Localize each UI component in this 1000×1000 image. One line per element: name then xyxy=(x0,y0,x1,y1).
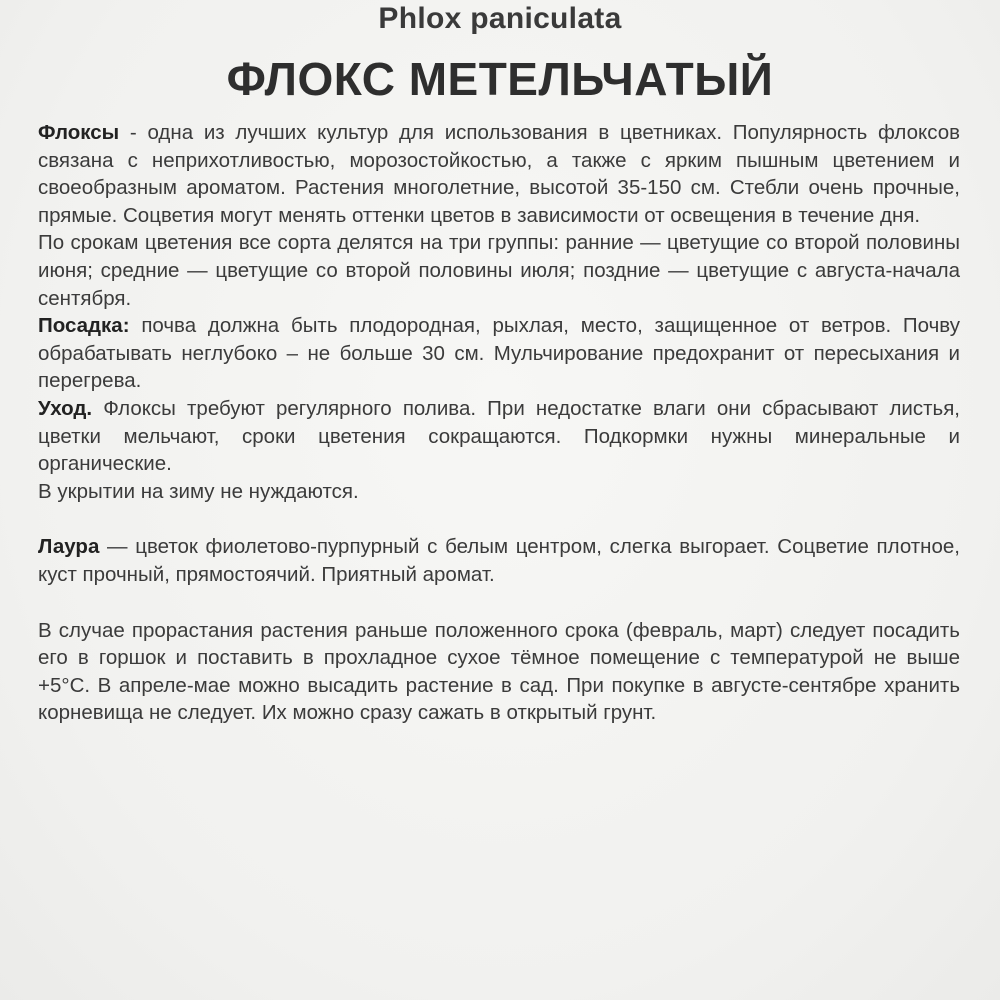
storage-text: В случае прорастания растения раньше положенного срока (февраль, март) следует посадить его в горшок и поставить в прохладное сухое тёмное помещение с температурой не выше +5°С. В апреле-мае можно высадить растение в сад. При покупке в августе-сентябре хранить корневища не следует. Их можно сразу сажать в открытый грунт. xyxy=(38,618,960,725)
planting-text: почва должна быть плодородная, рыхлая, место, защищенное от ветров. Почву обрабатывать неглубоко – не больше 30 см. Мульчирование предохранит от пересыхания и перегрева. xyxy=(38,314,960,393)
intro-text: - одна из лучших культур для использования в цветниках. Популярность флоксов связана с неприхотливостью, морозостойкостью, а также с ярким пышным цветением и своеобразным ароматом. Растения многолетние, высотой 35-150 см. Стебли очень прочные, прямые. Соцветия могут менять оттенки цветов в зависимости от освещения в течение дня. xyxy=(38,121,960,227)
care-term: Уход. xyxy=(38,396,93,420)
storage-paragraph xyxy=(38,617,960,727)
intro-term: Флоксы xyxy=(38,121,120,144)
planting-term: Посадка: xyxy=(38,314,130,338)
groups-paragraph xyxy=(38,229,960,312)
variety-term: Лаура xyxy=(38,535,100,559)
variety-text: — цветок фиолетово-пурпурный с белым центром, слегка выгорает. Соцветие плотное, куст прочный, прямостоячий. Приятный аромат. xyxy=(38,535,960,586)
page-title: ФЛОКС МЕТЕЛЬЧАТЫЙ xyxy=(226,53,774,105)
variety-paragraph xyxy=(38,533,960,588)
intro-paragraph xyxy=(38,119,960,229)
care-text: Флоксы требуют регулярного полива. При недостатке влаги они сбрасывают листья, цветки мельчают, сроки цветения сокращаются. Подкормки нужны минеральные и органические. xyxy=(38,396,960,476)
spacer xyxy=(38,589,960,617)
winter-paragraph xyxy=(38,478,960,506)
winter-text: В укрытии на зиму не нуждаются. xyxy=(38,479,359,503)
spacer xyxy=(38,505,960,533)
groups-text: По срокам цветения все сорта делятся на три группы: ранние — цветущие со второй половины июня; средние — цветущие со второй половины июля; поздние — цветущие с августа-начала сентября. xyxy=(38,231,960,310)
latin-name: Phlox paniculata xyxy=(378,2,622,35)
description-text xyxy=(38,119,960,727)
planting-paragraph xyxy=(38,312,960,395)
care-paragraph xyxy=(38,395,960,478)
